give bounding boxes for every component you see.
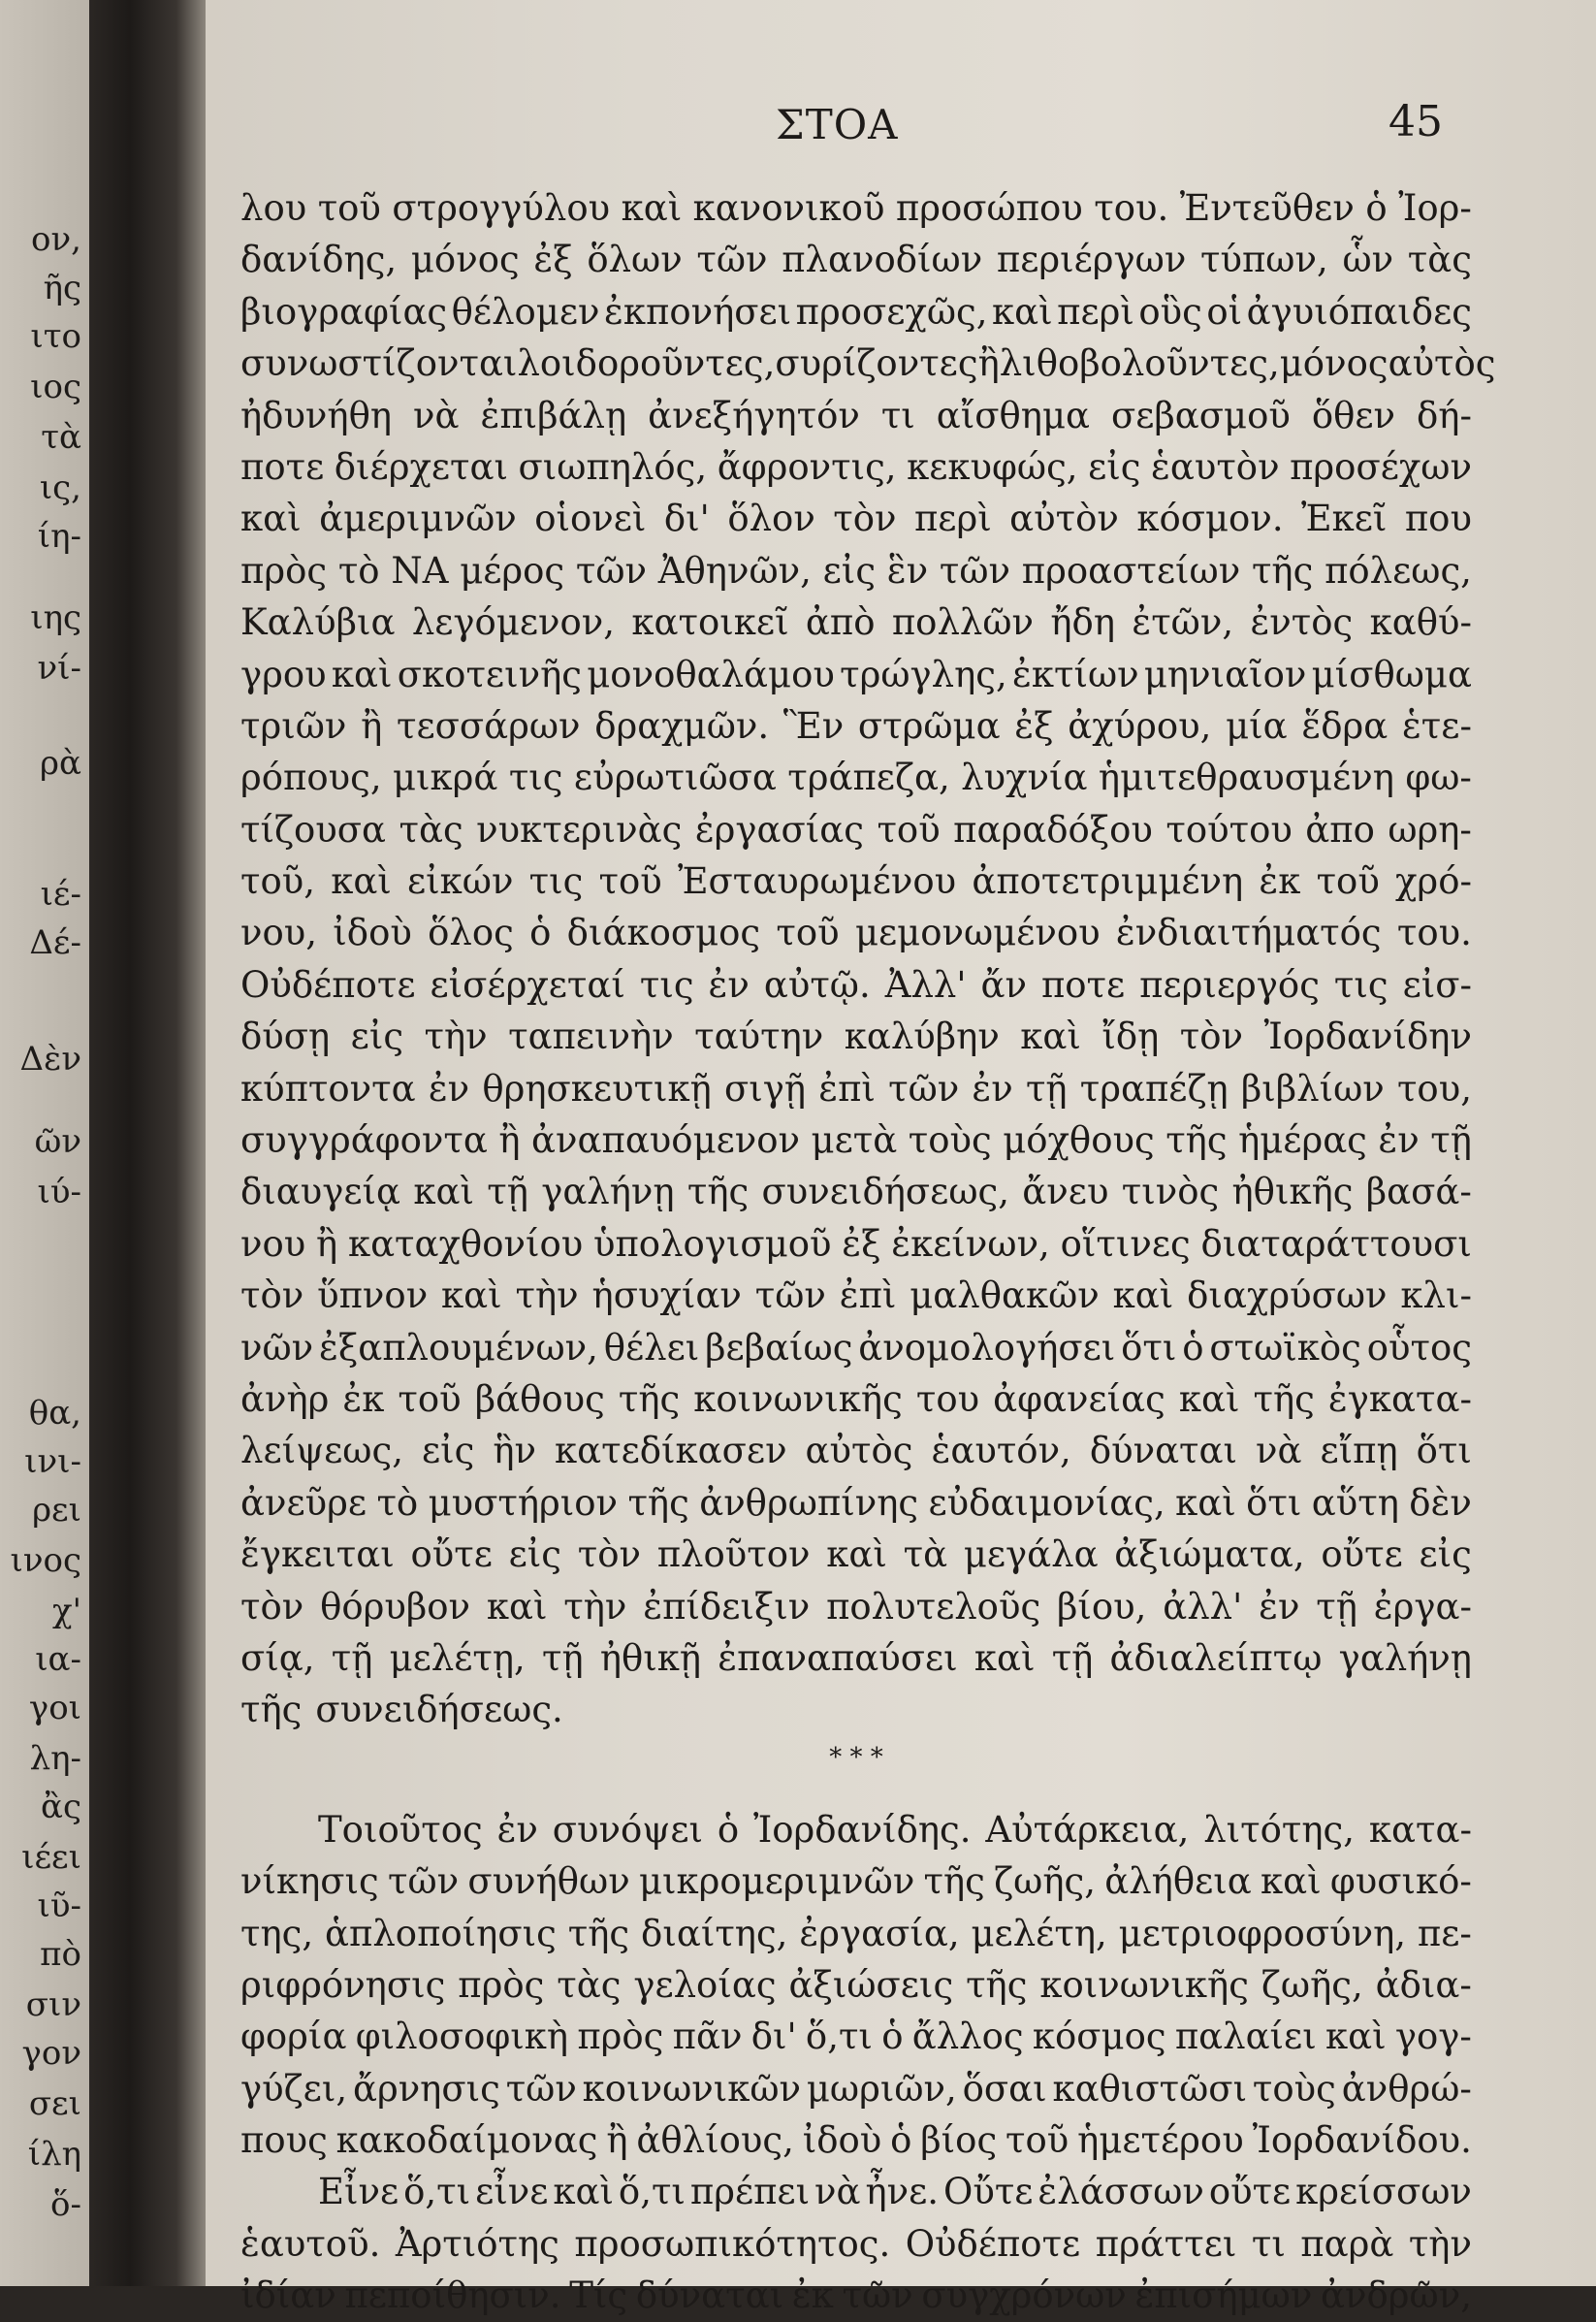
left-margin-fragment: ινι- (24, 1442, 81, 1481)
text-line: νου, ἰδοὺ ὅλος ὁ διάκοσμος τοῦ μεμονωμένου ἐνδιαιτήματός του. (240, 912, 1472, 954)
left-margin-fragment: Δέ- (29, 923, 81, 962)
text-line: νῶν ἐξαπλουμένων, θέλει βεβαίως ἀνομολογήσει ὅτι ὁ στωϊκὸς οὗτος (240, 1326, 1472, 1369)
left-margin-fragment: ὅ- (50, 2185, 81, 2224)
left-margin-fragment: ίλη (27, 2135, 81, 2174)
left-margin-fragment: ἂς (40, 1788, 81, 1826)
text-line: ἀνὴρ ἐκ τοῦ βάθους τῆς κοινωνικῆς του ἀφανείας καὶ τῆς ἐγκατα- (240, 1377, 1472, 1420)
text-line: δύσῃ εἰς τὴν ταπεινὴν ταύτην καλύβην καὶ ἴδῃ τὸν Ἰορδανίδην (240, 1016, 1472, 1058)
text-line: καὶ ἀμεριμνῶν οἱονεὶ δι' ὅλον τὸν περὶ αὐτὸν κόσμον. Ἐκεῖ που (240, 498, 1472, 540)
left-margin-fragment: ρὰ (40, 744, 81, 783)
text-line: ἀνεῦρε τὸ μυστήριον τῆς ἀνθρωπίνης εὐδαιμονίας, καὶ ὅτι αὕτη δὲν (240, 1481, 1472, 1524)
left-margin-fragment: ιύ- (37, 1173, 81, 1211)
left-margin-fragment: ιέει (21, 1838, 81, 1877)
left-margin-fragment: ῶν (34, 1122, 81, 1161)
left-margin-fragment: ιῦ- (37, 1887, 81, 1925)
text-line: λείψεως, εἰς ἣν κατεδίκασεν αὐτὸς ἑαυτόν, δύναται νὰ εἴπῃ ὅτι (240, 1430, 1472, 1472)
text-line: της, ἁπλοποίησις τῆς διαίτης, ἐργασία, μελέτη, μετριοφροσύνη, πε- (240, 1912, 1472, 1954)
left-margin-fragment: χ' (52, 1592, 81, 1630)
text-line: πρὸς τὸ ΝΑ μέρος τῶν Ἀθηνῶν, εἰς ἓν τῶν προαστείων τῆς πόλεως, (240, 549, 1472, 592)
left-margin-fragment: ιος (30, 368, 81, 406)
text-line: φορία φιλοσοφικὴ πρὸς πᾶν δι' ὅ,τι ὁ ἄλλος κόσμος παλαίει καὶ γογ- (240, 2016, 1472, 2058)
page-number: 45 (1389, 97, 1443, 146)
left-margin-fragment: σιν (25, 1985, 81, 2024)
left-margin-fragment: γοι (28, 1689, 81, 1727)
text-line: γύζει, ἄρνησις τῶν κοινωνικῶν μωριῶν, ὅσαι καθιστῶσι τοὺς ἀνθρώ- (240, 2067, 1472, 2110)
left-margin-fragment: ιέ- (40, 875, 81, 914)
left-margin-fragment: τὰ (41, 418, 81, 457)
text-line: ἰδίαν πεποίθησιν. Τίς δύναται ἐκ τῶν συγχρόνων ἐπισήμων ἀνδρῶν, (240, 2274, 1472, 2317)
paragraph-2 (240, 1804, 1472, 2167)
text-line: ἔγκειται οὔτε εἰς τὸν πλοῦτον καὶ τὰ μεγάλα ἀξιώματα, οὔτε εἰς (240, 1533, 1472, 1576)
section-separator: * * * (829, 1742, 883, 1772)
body-text (240, 182, 1496, 2322)
text-line: Οὐδέποτε εἰσέρχεταί τις ἐν αὐτῷ. Ἀλλ' ἄν ποτε περιεργός τις εἰσ- (240, 963, 1472, 1006)
text-line: βιογραφίας θέλομεν ἐκπονήσει προσεχῶς, καὶ περὶ οὓς οἱ ἀγυιόπαιδες (240, 290, 1472, 333)
left-margin-fragment: ον, (31, 220, 81, 259)
text-line: ἑαυτοῦ. Ἀρτιότης προσωπικότητος. Οὐδέποτε πράττει τι παρὰ τὴν (240, 2222, 1472, 2265)
text-line: τὸν ὕπνον καὶ τὴν ἡσυχίαν τῶν ἐπὶ μαλθακῶν καὶ διαχρύσων κλι- (240, 1274, 1472, 1317)
page-header-title: ΣΤΟΑ (776, 101, 899, 148)
text-line: κύπτοντα ἐν θρησκευτικῇ σιγῇ ἐπὶ τῶν ἐν τῇ τραπέζῃ βιβλίων του, (240, 1067, 1472, 1110)
text-line: τριῶν ἢ τεσσάρων δραχμῶν. Ἓν στρῶμα ἐξ ἀχύρου, μία ἕδρα ἑτε- (240, 704, 1472, 747)
text-line: διαυγείᾳ καὶ τῇ γαλήνῃ τῆς συνειδήσεως, ἄνευ τινὸς ἠθικῆς βασά- (240, 1171, 1472, 1213)
left-margin-fragment: ις, (39, 468, 81, 507)
left-margin-fragment: σει (28, 2084, 81, 2123)
left-margin-fragment: ῆς (43, 269, 81, 307)
text-line: γρου καὶ σκοτεινῆς μονοθαλάμου τρώγλης, ἐκτίων μηνιαῖον μίσθωμα (240, 653, 1472, 695)
text-line: νου ἢ καταχθονίου ὑπολογισμοῦ ἐξ ἐκείνων, οἵτινες διαταράττουσι (240, 1222, 1472, 1265)
text-line: νίκησις τῶν συνήθων μικρομεριμνῶν τῆς ζωῆς, ἀλήθεια καὶ φυσικό- (240, 1860, 1472, 1903)
text-line: Εἶνε ὅ,τι εἶνε καὶ ὅ,τι πρέπει νὰ ἦνε. Οὔτε ἐλάσσων οὔτε κρείσσων (318, 2171, 1472, 2213)
text-line: Τοιοῦτος ἐν συνόψει ὁ Ἰορδανίδης. Αὐτάρκεια, λιτότης, κατα- (318, 1808, 1472, 1851)
text-line: συγγράφοντα ἢ ἀναπαυόμενον μετὰ τοὺς μόχθους τῆς ἡμέρας ἐν τῇ (240, 1119, 1472, 1162)
text-line: σίᾳ, τῇ μελέτῃ, τῇ ἠθικῇ ἐπαναπαύσει καὶ τῇ ἀδιαλείπτῳ γαλήνῃ (240, 1636, 1472, 1679)
text-line: τοῦ, καὶ εἰκών τις τοῦ Ἐσταυρωμένου ἀποτετριμμένη ἐκ τοῦ χρό- (240, 860, 1472, 903)
text-line: ριφρόνησις πρὸς τὰς γελοίας ἀξιώσεις τῆς κοινωνικῆς ζωῆς, ἀδια- (240, 1963, 1472, 2006)
paragraph-3 (240, 2166, 1472, 2321)
left-margin-fragment: ίη- (37, 517, 81, 556)
left-margin-fragment: λη- (29, 1739, 81, 1778)
text-line: ποτε διέρχεται σιωπηλός, ἄφροντις, κεκυφώς, εἰς ἑαυτὸν προσέχων (240, 445, 1472, 488)
left-margin-fragment: θα, (28, 1394, 81, 1433)
left-page-sliver (0, 0, 89, 2286)
text-line: τῆς συνειδήσεως. (240, 1689, 563, 1731)
book-binding (89, 0, 206, 2286)
text-line: ἠδυνήθη νὰ ἐπιβάλῃ ἀνεξήγητόν τι αἴσθημα σεβασμοῦ ὅθεν δή- (240, 394, 1472, 436)
left-margin-fragment: ιτο (30, 317, 81, 356)
paragraph-1 (240, 182, 1496, 1736)
text-line: τίζουσα τὰς νυκτερινὰς ἐργασίας τοῦ παραδόξου τούτου ἀπο ωρη- (240, 808, 1472, 851)
left-margin-fragment: ινος (10, 1541, 81, 1580)
left-margin-fragment: ια- (35, 1640, 81, 1679)
text-line: Καλύβια λεγόμενον, κατοικεῖ ἀπὸ πολλῶν ἤδη ἐτῶν, ἐντὸς καθύ- (240, 601, 1472, 644)
left-margin-fragment: ρει (32, 1491, 81, 1530)
text-line: δανίδης, μόνος ἐξ ὅλων τῶν πλανοδίων περιέργων τύπων, ὧν τὰς (240, 239, 1472, 281)
text-line: πους κακοδαίμονας ἢ ἀθλίους, ἰδοὺ ὁ βίος τοῦ ἡμετέρου Ἰορδανίδου. (240, 2119, 1472, 2162)
text-line: τὸν θόρυβον καὶ τὴν ἐπίδειξιν πολυτελοῦς βίου, ἀλλ' ἐν τῇ ἐργα- (240, 1585, 1472, 1628)
text-line: συνωστίζονται λοιδοροῦντες, συρίζοντες ἢ λιθοβολοῦντες, μόνος αὐτὸς (240, 342, 1496, 385)
left-margin-fragment: ιης (30, 598, 81, 637)
left-margin-fragment: Δὲν (19, 1040, 81, 1079)
text-line: λου τοῦ στρογγύλου καὶ κανονικοῦ προσώπου του. Ἐντεῦθεν ὁ Ἰορ- (240, 187, 1472, 229)
left-margin-fragment: πὸ (40, 1935, 81, 1974)
text-line: ρόπους, μικρά τις εὐρωτιῶσα τράπεζα, λυχνία ἡμιτεθραυσμένη φω- (240, 757, 1472, 799)
left-margin-fragment: γον (21, 2034, 81, 2073)
left-margin-fragment: νί- (37, 649, 81, 688)
